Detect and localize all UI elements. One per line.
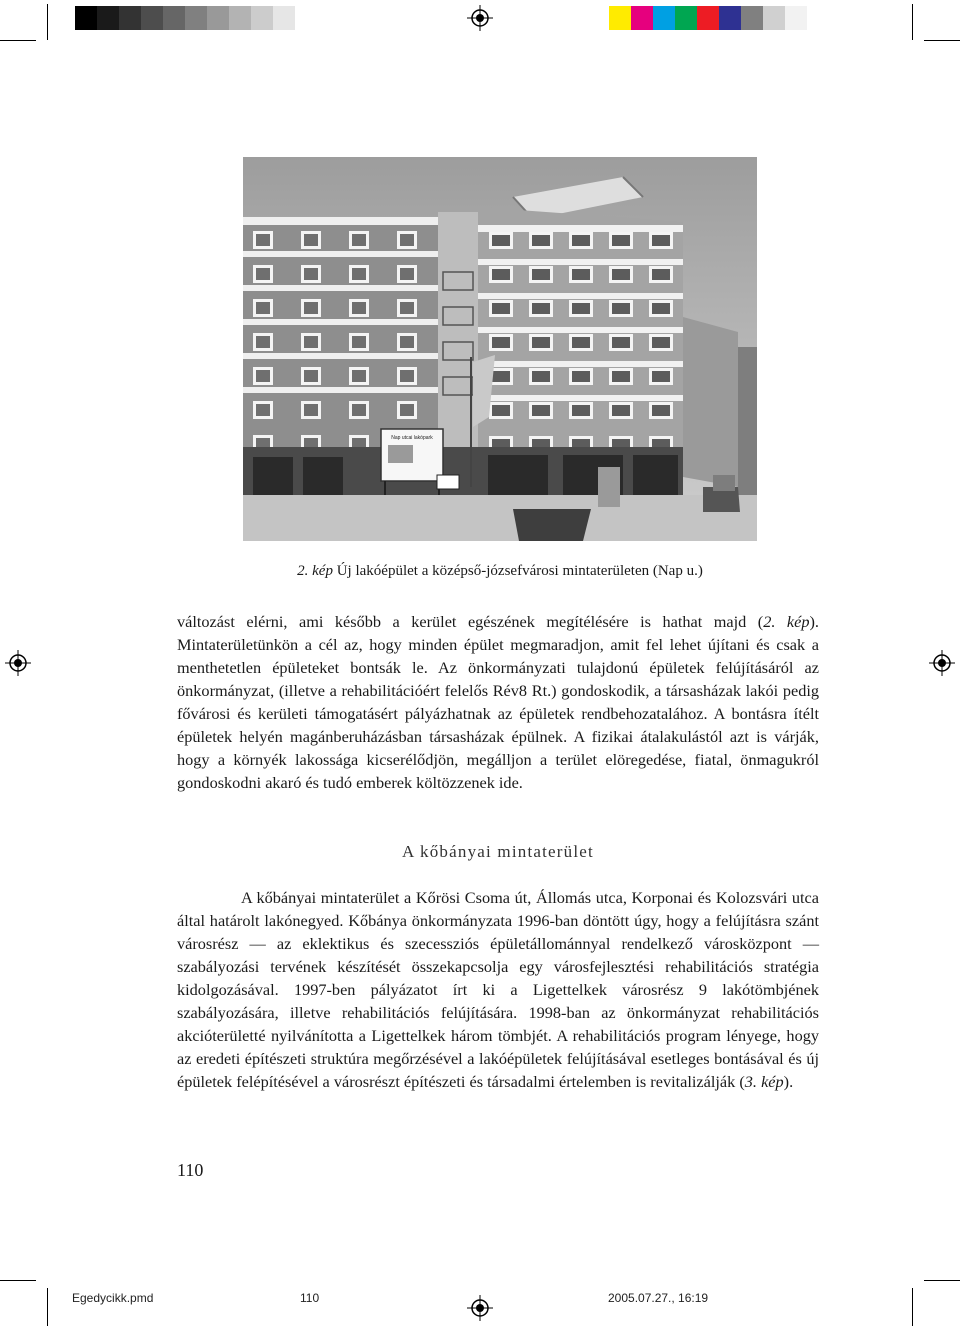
crop-mark <box>0 1280 36 1281</box>
color-swatch <box>609 6 631 30</box>
color-swatch <box>75 6 97 30</box>
color-swatch <box>653 6 675 30</box>
footer-filename: Egedycikk.pmd <box>72 1291 154 1305</box>
crop-mark <box>912 4 913 40</box>
crop-mark <box>924 1280 960 1281</box>
color-swatch <box>631 6 653 30</box>
billboard-text: Nap utcai lakópark <box>391 435 433 441</box>
registration-mark-icon <box>929 650 955 676</box>
color-swatch <box>251 6 273 30</box>
body-paragraph <box>177 610 819 794</box>
color-swatch <box>675 6 697 30</box>
paragraph-text: ). <box>783 1072 794 1091</box>
color-swatch <box>785 6 807 30</box>
color-swatch <box>185 6 207 30</box>
color-swatch <box>141 6 163 30</box>
color-swatch <box>273 6 295 30</box>
figure-reference: 2. kép <box>763 612 810 631</box>
figure-caption <box>243 563 757 580</box>
color-swatch <box>163 6 185 30</box>
registration-mark-icon <box>5 650 31 676</box>
figure-reference: 2. kép <box>297 563 333 579</box>
crop-mark <box>47 4 48 40</box>
color-swatch <box>763 6 785 30</box>
crop-mark <box>0 40 36 41</box>
process-color-bar <box>609 6 807 30</box>
section-heading: A kőbányai mintaterület <box>402 842 594 861</box>
color-swatch <box>207 6 229 30</box>
color-swatch <box>719 6 741 30</box>
crop-mark <box>924 40 960 41</box>
caption-text: Új lakóépület a középső-józsefvárosi mintaterületen (Nap u.) <box>332 563 703 579</box>
figure-reference: 3. kép <box>744 1072 784 1091</box>
color-swatch <box>697 6 719 30</box>
paragraph-text: változást elérni, ami később a kerület egészének megítélésére is hathat majd ( <box>177 612 764 631</box>
footer-page: 110 <box>300 1291 320 1305</box>
color-swatch <box>741 6 763 30</box>
grayscale-color-bar <box>75 6 295 30</box>
paragraph-text: A kőbányai mintaterület a Kőrösi Csoma út, Állomás utca, Korponai és Kolozsvári utca által határolt lakónegyed. Kőbánya önkormányzata 1996-ban döntött úgy, hogy a felújításra szánt városrész — az eklektikus és szecessziós épületállománnyal rendelkező városközpont — szabályozási tervének készítését összekapcsolja egy városfejlesztési rehabilitációs stratégia kidolgozásával. 1997-ben pályázatot írt ki a Ligettelkek városrész 9 lakótömbjének szabályozására, illetve rehabilitációs felújítására. 1998-ban az önkormányzat rehabilitációs akcióterületté nyilvánította a Ligettelkek három tömbjét. A rehabilitációs program lényege, hogy az eredeti építészeti struktúra megőrzésével a lakóépületek felújításával esetleges bontásával és új épületek felépítésével a városrészt építészeti és társadalmi értelemben is revitalizálják ( <box>177 888 819 1091</box>
crop-mark <box>47 1288 48 1326</box>
color-swatch <box>229 6 251 30</box>
color-swatch <box>97 6 119 30</box>
crop-mark <box>912 1288 913 1326</box>
building-photo <box>243 157 757 541</box>
page-number: 110 <box>177 1160 204 1180</box>
footer-timestamp: 2005.07.27., 16:19 <box>608 1291 709 1305</box>
registration-mark-icon <box>467 1295 493 1321</box>
paragraph-text: ). Mintaterületünkön a cél az, hogy minden épület megmaradjon, amit fel lehet újítani és csak a menthetetlen épületeket bontsák le. Az önkormányzati tulajdonú épületek felújításáról az önkormányzat, (illetve a rehabilitációért felelős Rév8 Rt.) gondoskodik, a társasházak lakói pedig fővárosi és kerületi támogatásért pályázhatnak az épületek rendbehozatalához. A bontásra ítélt épületek helyén magánberuházásban társasházak épülnek. A fizikai átalakulástól azt is várják, hogy a környék lakossága kicserélődjön, megálljon a terület elöregedése, fiatal, önmagukról gondoskodni akaró és tudó emberek költözzenek ide. <box>177 612 820 792</box>
body-paragraph <box>177 886 819 1093</box>
registration-mark-icon <box>467 5 493 31</box>
color-swatch <box>119 6 141 30</box>
